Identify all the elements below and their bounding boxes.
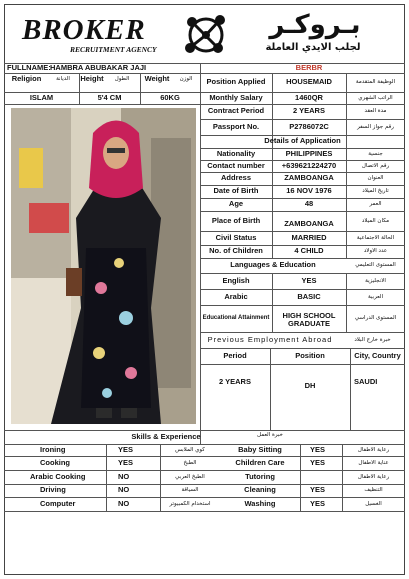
skill-label: Cooking [40, 457, 70, 467]
detail-label: Address [220, 173, 251, 183]
detail-value: 4 CHILD [294, 246, 324, 256]
position-label-ar: الوظيفة المتقدمة [355, 79, 396, 86]
detail-label-ar: تاريخ الميلاد [362, 188, 389, 195]
detail-value: 16 NOV 1976 [286, 186, 332, 196]
detail-value: 48 [304, 199, 314, 209]
candidate-tag: BERBR [295, 63, 323, 72]
candidate-photo [11, 108, 196, 424]
skill-label: Driving [40, 485, 66, 495]
skill-label-ar: عناية الاطفال [358, 459, 389, 466]
detail-value: ZAMBOANGA [284, 218, 334, 228]
employment-col-position: Position [295, 350, 325, 360]
agency-name-en: BROKER [22, 14, 146, 46]
employment-col-country: City, Country [354, 350, 401, 360]
contract-value: 2 YEARS [293, 106, 325, 116]
molecule-logo-icon [180, 12, 232, 58]
detail-label-ar: جنسية [368, 150, 383, 157]
skill-label: Baby Sitting [238, 444, 282, 454]
skill-label: Tutoring [245, 471, 275, 481]
employment-period-value: 2 YEARS [219, 376, 251, 386]
languages-heading-ar: المستوى التعليمي [355, 262, 396, 269]
detail-label: Age [228, 199, 244, 209]
skill-label: Arabic Cooking [30, 471, 86, 481]
weight-label-ar: الوزن [179, 75, 193, 82]
details-heading: Details of Application [264, 136, 341, 146]
skill-label-ar: رعاية الاطفال [357, 446, 390, 453]
detail-label: Civil Status [215, 232, 257, 242]
height-label-ar: الطول [114, 75, 130, 82]
skill-value: YES [310, 485, 326, 495]
skill-value: NO [118, 498, 130, 508]
contract-label: Contract Period [207, 106, 265, 116]
height-value: 5'4 CM [97, 92, 122, 102]
language-label: Arabic [224, 291, 248, 301]
employment-col-period: Period [223, 350, 247, 360]
education-label: Educational Attainment [202, 315, 270, 322]
passport-label-ar: رقم جواز السفر [357, 123, 394, 130]
height-label: Height [80, 73, 104, 83]
salary-label: Monthly Salary [209, 92, 263, 102]
passport-label: Passport No. [212, 121, 260, 131]
religion-label-ar: الديانة [56, 75, 70, 82]
skill-label: Cleaning [244, 485, 276, 495]
agency-subtitle-en: RECRUITMENT AGENCY [70, 45, 157, 54]
divider [300, 444, 301, 511]
skill-label-ar: استخدام الكمبيوتر [169, 500, 211, 507]
skill-value [310, 470, 342, 484]
languages-heading: Languages & Education [230, 260, 316, 270]
skill-label-ar: رعاية الاطفال [357, 473, 390, 480]
skills-heading: Skills & Experience [131, 431, 201, 441]
weight-value: 60KG [160, 92, 180, 102]
language-value: YES [301, 275, 317, 285]
divider [200, 364, 405, 365]
skill-value: YES [310, 444, 326, 454]
detail-label-ar: رقم الاتصال [361, 162, 390, 169]
detail-value: ZAMBOANGA [284, 173, 334, 183]
fullname-label: FULLNAME: [7, 63, 51, 72]
detail-label-ar: العمر [369, 201, 382, 208]
skill-value: YES [118, 457, 134, 467]
position-value: HOUSEMAID [286, 77, 332, 87]
language-label-ar: العربية [367, 293, 384, 300]
contract-label-ar: مدة العقد [364, 108, 387, 115]
skill-label: Ironing [40, 444, 66, 454]
salary-label-ar: الراتب الشهري [358, 94, 393, 101]
language-value: BASIC [297, 291, 321, 301]
detail-label: Place of Birth [211, 215, 261, 225]
detail-label: Contact number [207, 160, 265, 170]
employment-country-value: SAUDI [354, 376, 378, 386]
skill-label-ar: الطبخ العربي [175, 473, 205, 480]
detail-label-ar: عدد الاولاد [363, 248, 388, 255]
skills-heading-ar: خبرة العمل [257, 431, 283, 438]
salary-value: 1460QR [295, 92, 323, 102]
divider [106, 444, 107, 511]
language-label: English [222, 275, 250, 285]
language-label-ar: الانجليزية [365, 277, 386, 284]
weight-label: Weight [144, 73, 170, 83]
skill-label-ar: التنظيف [364, 487, 383, 494]
skill-label: Washing [244, 498, 276, 508]
skill-value: NO [118, 485, 130, 495]
religion-value: ISLAM [29, 92, 54, 102]
agency-name-ar: بـروكـر [269, 10, 361, 40]
detail-label-ar: مكان الميلاد [361, 217, 390, 224]
skill-value: YES [310, 457, 326, 467]
skill-label-ar: الطبخ [183, 459, 197, 466]
detail-value: +639621224270 [281, 160, 337, 170]
divider [4, 511, 405, 512]
detail-label: Date of Birth [213, 186, 259, 196]
skill-label: Computer [40, 498, 76, 508]
fullname-value: HAMBRA ABUBAKAR JAJI [50, 63, 147, 72]
employment-heading-ar: خبرة خارج البلاد [354, 336, 391, 343]
skill-value: YES [310, 498, 326, 508]
detail-label: Nationality [216, 148, 256, 158]
employment-heading: Previous Employment Abroad [207, 334, 333, 344]
passport-value: P2786072C [289, 121, 329, 131]
agency-subtitle-ar: لجلب الايدي العاملة [265, 42, 361, 53]
skill-value: NO [118, 471, 130, 481]
skill-label-ar: الغسيل [365, 500, 382, 507]
detail-label-ar: العنوان [367, 175, 384, 182]
candidate-photo-illustration [11, 108, 196, 424]
skill-label-ar: السياقة [181, 487, 199, 494]
employment-position-value: DH [304, 380, 316, 390]
detail-label: No. of Children [209, 246, 263, 256]
detail-label-ar: الحالة الاجتماعية [356, 234, 395, 241]
skill-label: Children Care [235, 457, 285, 467]
religion-label: Religion [11, 73, 42, 83]
detail-value: MARRIED [291, 232, 327, 242]
skill-value: YES [118, 444, 134, 454]
position-label: Position Applied [206, 77, 266, 87]
education-value: HIGH SCHOOL GRADUATE [282, 310, 336, 328]
skill-label-ar: كوي الملابس [175, 446, 205, 453]
detail-value: PHILIPPINES [285, 148, 333, 158]
education-label-ar: المستوى الدراسي [354, 315, 397, 322]
